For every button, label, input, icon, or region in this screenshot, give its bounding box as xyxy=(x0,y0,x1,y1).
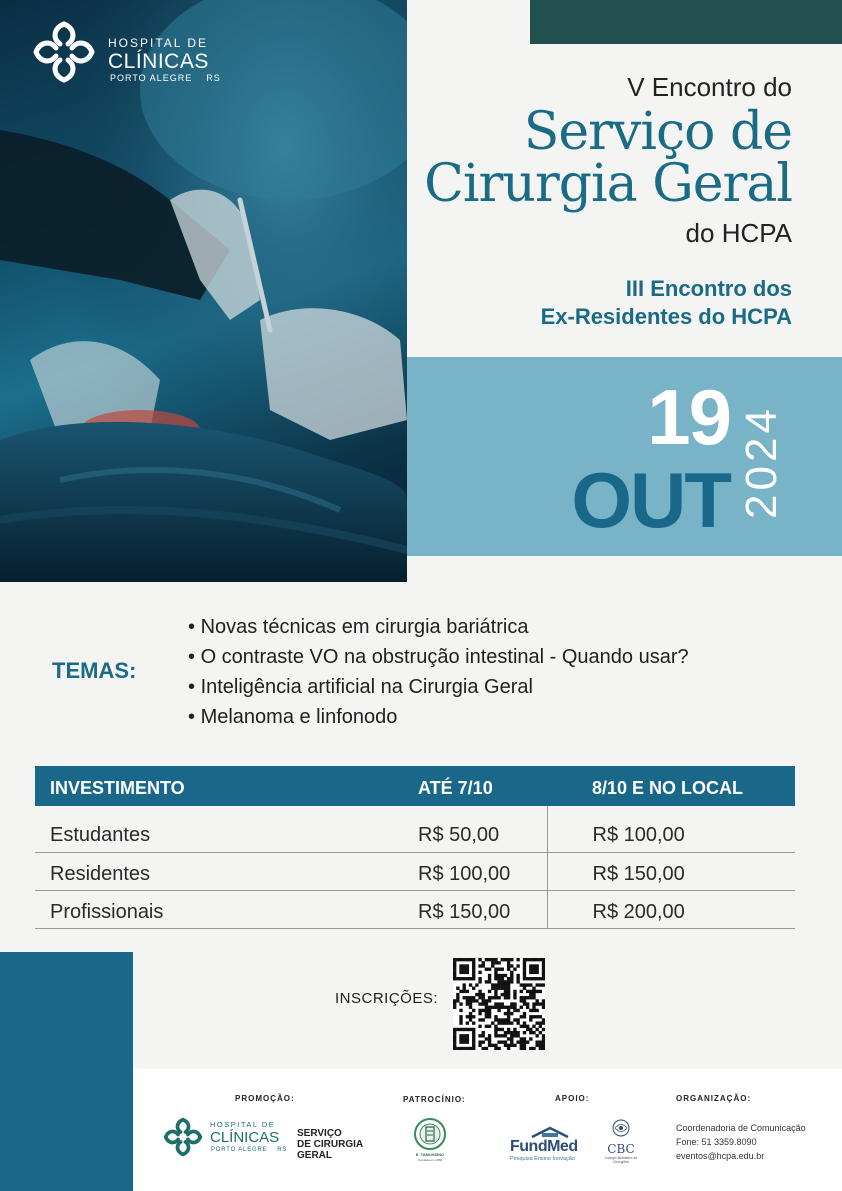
cbc-tag: Colégio Brasileiro de Cirurgiões xyxy=(604,1156,638,1164)
date-day: 19 xyxy=(647,373,730,461)
corner-accent-bar xyxy=(530,0,842,44)
cbc-emblem-icon xyxy=(611,1119,631,1137)
logo-line3: PORTO ALEGRE RS xyxy=(110,73,221,83)
fundmed-logo xyxy=(510,1138,578,1162)
table-row xyxy=(35,852,795,890)
org-line3[interactable]: eventos@hcpa.edu.br xyxy=(676,1151,765,1161)
subtitle-line2: Ex-Residentes do HCPA xyxy=(540,304,792,329)
date-year: 2024 xyxy=(737,405,787,519)
title-post: do HCPA xyxy=(685,218,792,248)
row-price-late: R$ 150,00 xyxy=(547,852,795,890)
hospital-logo-icon xyxy=(30,18,98,86)
fundmed-name: FundMed xyxy=(510,1138,578,1155)
row-price-late: R$ 200,00 xyxy=(547,890,795,928)
footer-logo-line1: HOSPITAL DE xyxy=(210,1120,276,1129)
cbc-logo xyxy=(602,1119,640,1164)
theme-item: • Inteligência artificial na Cirurgia Geral xyxy=(188,672,689,702)
header-8-10-no-local: 8/10 E NO LOCAL xyxy=(547,766,795,806)
price-table-header xyxy=(35,766,795,806)
themes-label: TEMAS: xyxy=(52,658,137,683)
sponsor-tamussino-logo xyxy=(410,1117,450,1163)
header-ate-7-10: ATÉ 7/10 xyxy=(403,766,547,806)
row-category: Profissionais xyxy=(35,890,403,928)
promocao-label: PROMOÇÃO: xyxy=(235,1094,295,1103)
row-price-late: R$ 100,00 xyxy=(547,806,795,852)
bottom-accent-block xyxy=(0,952,133,1191)
title-main-line1: Serviço de xyxy=(523,102,792,162)
tamussino-name: E. TAMUSSINO xyxy=(415,1152,445,1157)
footer-logo-line2: CLÍNICAS xyxy=(210,1129,280,1146)
cbc-name: CBC xyxy=(607,1142,635,1156)
apoio-label: APOIO: xyxy=(555,1094,590,1103)
fundmed-roof-icon xyxy=(530,1126,570,1138)
tamussino-emblem-icon xyxy=(410,1117,450,1151)
hospital-logo xyxy=(30,18,230,88)
footer-hospital-logo-icon xyxy=(162,1116,204,1158)
header-investimento: INVESTIMENTO xyxy=(35,766,403,806)
themes-list xyxy=(188,612,689,732)
theme-item: • Melanoma e linfonodo xyxy=(188,702,689,732)
org-line2: Fone: 51 3359.8090 xyxy=(676,1137,757,1147)
row-category: Estudantes xyxy=(35,806,403,852)
table-row xyxy=(35,806,795,852)
row-category: Residentes xyxy=(35,852,403,890)
theme-item: • O contraste VO na obstrução intestinal - Quando usar? xyxy=(188,642,689,672)
row-price-early: R$ 150,00 xyxy=(403,890,547,928)
surgery-photo xyxy=(0,0,407,582)
qr-code-graphic xyxy=(453,958,545,1050)
servico-line1: SERVIÇO xyxy=(297,1128,342,1139)
date-month: OUT xyxy=(571,456,730,544)
registration-label: INSCRIÇÕES: xyxy=(335,990,439,1007)
servico-line2: DE CIRURGIA xyxy=(297,1139,364,1150)
registration-qr-code[interactable] xyxy=(453,958,545,1050)
tamussino-tag: Fundada em 1886 xyxy=(417,1158,443,1162)
organizacao-label: ORGANIZAÇÃO: xyxy=(676,1094,752,1103)
table-row xyxy=(35,890,795,928)
row-price-early: R$ 50,00 xyxy=(403,806,547,852)
servico-cirurgia-geral-text xyxy=(297,1128,363,1161)
date-year-wrap xyxy=(730,392,794,532)
servico-line3: GERAL xyxy=(297,1150,332,1161)
fundmed-tag: Pesquisa Ensino Inovação xyxy=(510,1156,575,1162)
title-main-line2: Cirurgia Geral xyxy=(424,154,792,214)
footer-logo-line3: PORTO ALEGRE RS xyxy=(211,1147,288,1153)
subtitle-line1: III Encontro dos xyxy=(625,276,792,301)
org-line1: Coordenadoria de Comunicação xyxy=(676,1123,806,1133)
patrocinio-label: PATROCÍNIO: xyxy=(403,1095,466,1104)
price-table xyxy=(35,766,795,929)
logo-line2: CLÍNICAS xyxy=(108,50,209,73)
title-pre: V Encontro do xyxy=(627,72,792,102)
footer-hospital-logo xyxy=(162,1116,292,1162)
logo-line1: HOSPITAL DE xyxy=(108,36,209,50)
row-price-early: R$ 100,00 xyxy=(403,852,547,890)
theme-item: • Novas técnicas em cirurgia bariátrica xyxy=(188,612,689,642)
organizacao-contact xyxy=(676,1121,806,1163)
